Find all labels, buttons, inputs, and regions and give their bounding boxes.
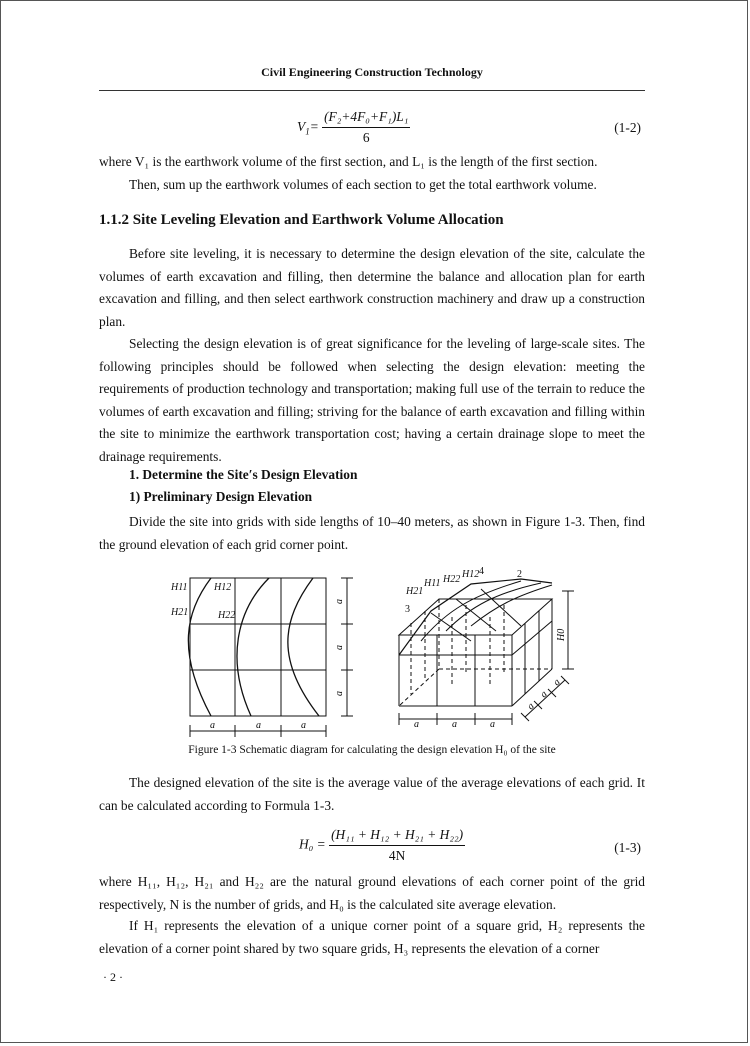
dim-a: a <box>334 645 345 650</box>
paragraph-site-leveling: Before site leveling, it is necessary to determine the design elevation of the site, calculate the volumes of earth excavation and filling, then determine the balance and allocation plan for earth excavation and filling, and then select earthwork construction machinery and draw up a construction plan. <box>99 246 645 329</box>
running-header: Civil Engineering Construction Technology <box>261 65 483 79</box>
label-h21: H21 <box>171 607 189 618</box>
figure-caption: Figure 1-3 Schematic diagram for calculating the design elevation H₀ of the site <box>188 744 556 756</box>
dim-a: a <box>210 720 215 731</box>
label-h21: H21 <box>406 586 424 597</box>
equation-1-3 <box>299 827 465 864</box>
label-3: 3 <box>405 604 410 615</box>
label-h0: H0 <box>556 628 567 641</box>
dim-a: a <box>452 719 457 730</box>
dim-a: a <box>525 700 537 713</box>
paragraph-where-v1: where V₁ is the earthwork volume of the first section, and L₁ is the length of the first section. <box>99 154 598 169</box>
dim-a: a <box>414 719 419 730</box>
label-h22: H22 <box>443 574 461 585</box>
paragraph-selecting: Selecting the design elevation is of great significance for the leveling of large-scale sites. The following principles should be followed when selecting the design elevation: meeting the requirements of production technology and transportation; making full use of the terrain to reduce the volumes of earth excavation and filling; striving for the balance of earth excavation and filling within the site to minimize the earthwork transportation cost; having a certain drainage slope to meet the drainage requirements. <box>99 336 645 464</box>
eq12-label: (1-2) <box>614 120 641 135</box>
paragraph-designed-elevation: The designed elevation of the site is the average value of the average elevations of each grid. It can be calculated according to Formula 1-3. <box>99 775 645 813</box>
grid-diagram <box>188 578 353 737</box>
label-h22: H22 <box>218 610 236 621</box>
label-4: 4 <box>479 566 484 577</box>
eq13-fraction <box>329 827 465 864</box>
paragraph-where-h: where H₁₁, H₁₂, H₂₁ and H₂₂ are the natural ground elevations of each corner point of the grid respectively, N is the number of grids, and H₀ is the calculated site average elevation. <box>99 874 645 912</box>
dim-a: a <box>490 719 495 730</box>
label-h12: H12 <box>462 569 480 580</box>
dim-a: a <box>551 676 563 689</box>
block-diagram <box>399 579 574 725</box>
section-heading: 1.1.2 Site Leveling Elevation and Earthwork Volume Allocation <box>99 212 504 228</box>
label-h11: H11 <box>424 578 441 589</box>
paragraph-divide: Divide the site into grids with side lengths of 10–40 meters, as shown in Figure 1-3. Then, find the ground elevation of each grid corner point. <box>99 514 645 552</box>
dim-a: a <box>334 599 345 604</box>
eq13-lhs: H₀ = <box>299 836 326 852</box>
paragraph-if-h1: If H₁ represents the elevation of a unique corner point of a square grid, H₂ represents the elevation of a corner point shared by two square grids, H₃ represents the elevation of a corner <box>99 918 645 956</box>
eq13-numerator: (H₁₁ + H₁₂ + H₂₁ + H₂₂) <box>329 827 465 846</box>
label-h11: H11 <box>171 582 188 593</box>
label-2: 2 <box>517 569 522 580</box>
dim-a: a <box>538 688 550 701</box>
eq12-lhs: $V_1=$ <box>297 118 319 137</box>
label-h12: H12 <box>214 582 232 593</box>
eq12-numerator: (F₂+4F₀+F₁)L₁ <box>322 109 410 128</box>
dim-a: a <box>334 691 345 696</box>
subheading-preliminary: 1) Preliminary Design Elevation <box>129 489 313 504</box>
eq13-label: (1-3) <box>614 840 641 855</box>
paragraph-then: Then, sum up the earthwork volumes of each section to get the total earthwork volume. <box>129 177 597 192</box>
dim-a: a <box>301 720 306 731</box>
dim-a: a <box>256 720 261 731</box>
eq12-denominator: 6 <box>362 130 370 145</box>
subheading-determine: 1. Determine the Site′s Design Elevation <box>129 467 358 482</box>
eq13-denominator: 4N <box>388 848 406 863</box>
page-number: · 2 · <box>103 970 123 984</box>
